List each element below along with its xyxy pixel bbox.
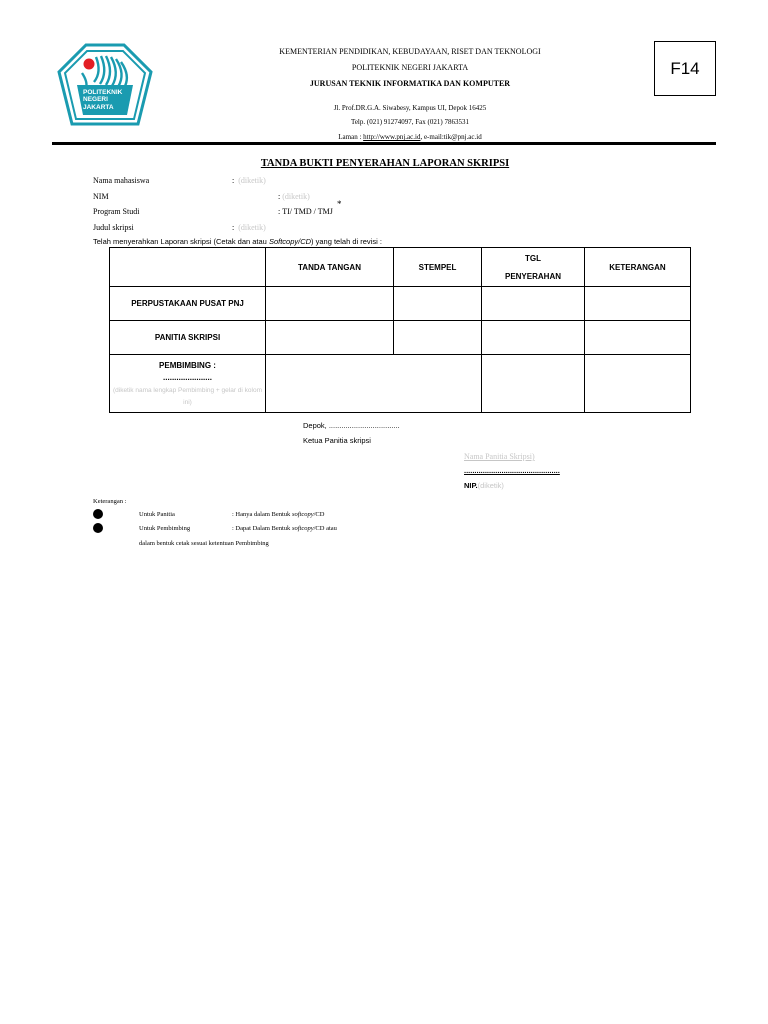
note-text-part: : Hanya dalam Bentuk (232, 511, 292, 518)
header-tgl: TGL (525, 253, 541, 263)
institution-name: POLITEKNIK NEGERI JAKARTA (351, 63, 469, 72)
header-penyerahan: PENYERAHAN (504, 271, 561, 281)
note-text (232, 511, 324, 518)
nip-line (464, 481, 504, 490)
department-name: JURUSAN TEKNIK INFORMATIKA DAN KOMPUTER (309, 79, 511, 88)
signer-name-hint: Nama Panitia Skripsi) (464, 452, 535, 461)
field-placeholder: (diketik) (238, 223, 266, 232)
signature-cell[interactable] (266, 321, 394, 355)
table-row (110, 321, 691, 355)
field-placeholder: (diketik) (238, 176, 266, 185)
field-label-nim: NIM (93, 192, 109, 201)
remarks-cell[interactable] (585, 355, 691, 413)
field-value-program-studi[interactable] (278, 207, 333, 216)
pembimbing-hint: (diketik nama lengkap Pembimbing + gelar di kolom ini) (112, 387, 263, 406)
row-label-pembimbing (110, 355, 266, 413)
table-row (110, 287, 691, 321)
logo-text-line3: JAKARTA (83, 103, 114, 111)
signer-role: Ketua Panitia skripsi (303, 436, 371, 445)
field-colon: : (278, 207, 281, 216)
bullet-icon (93, 523, 103, 533)
note-label: Untuk Panitia (139, 511, 175, 518)
notes-heading: Keterangan : (93, 498, 127, 505)
form-code-box: F14 (654, 41, 716, 96)
note-text-part: /CD atau (313, 525, 337, 532)
field-colon: : (278, 192, 281, 201)
pembimbing-dots: ...................... (163, 373, 212, 382)
field-value-nim[interactable] (278, 192, 310, 201)
pembimbing-label: PEMBIMBING : (159, 361, 216, 370)
field-colon: : (232, 176, 235, 185)
signer-dots: .............................................. (464, 466, 560, 475)
note-label: Untuk Pembimbing (139, 525, 191, 532)
header-divider (52, 142, 716, 145)
header-keterangan: KETERANGAN (585, 248, 691, 287)
header-tanda-tangan: TANDA TANGAN (266, 248, 394, 287)
footnote-mark: * (337, 199, 342, 209)
web-prefix: Laman : (338, 133, 364, 141)
note-text-part: : Dapat Dalam Bentuk (232, 525, 292, 532)
form-title: TANDA BUKTI PENYERAHAN LAPORAN SKRIPSI (260, 158, 510, 169)
row-label-panitia: PANITIA SKRIPSI (110, 321, 266, 355)
note-text (232, 525, 337, 532)
note-continuation: dalam bentuk cetak sesuai ketentuan Pembimbing (139, 540, 269, 547)
stamp-cell[interactable] (394, 287, 482, 321)
note-text-italic: softcopy (291, 511, 314, 518)
ministry-name: KEMENTERIAN PENDIDIKAN, KEBUDAYAAN, RISET DAN TEKNOLOGI (279, 47, 541, 56)
submission-statement (93, 237, 382, 246)
field-label-program-studi: Program Studi (93, 207, 140, 216)
field-label-judul: Judul skripsi (93, 223, 134, 232)
header-stempel: STEMPEL (394, 248, 482, 287)
contact-line (200, 133, 620, 141)
date-cell[interactable] (482, 321, 585, 355)
place-date: Depok, .................................. (303, 421, 400, 430)
nip-hint: (diketik) (477, 481, 504, 490)
remarks-cell[interactable] (585, 321, 691, 355)
stamp-cell[interactable] (394, 321, 482, 355)
table-row (110, 355, 691, 413)
pnj-logo (56, 42, 154, 130)
statement-part: Telah menyerahkan Laporan skripsi (Cetak dan atau (93, 237, 269, 246)
nip-label: NIP. (464, 481, 478, 490)
email-link[interactable]: tik@pnj.ac.id (443, 133, 482, 141)
note-text-italic: softcopy (291, 525, 314, 532)
field-label-nama: Nama mahasiswa (93, 176, 150, 185)
row-label-perpustakaan: PERPUSTAKAAN PUSAT PNJ (110, 287, 266, 321)
web-link[interactable]: http://www.pnj.ac.id (363, 133, 421, 141)
address: Jl. Prof.DR.G.A. Siwabesy, Kampus UI, Depok 16425 (333, 104, 487, 112)
phone-fax: Telp. (021) 91274097, Fax (021) 7863531 (351, 118, 469, 126)
header-empty-cell (110, 248, 266, 287)
signature-cell[interactable] (266, 287, 394, 321)
field-colon: : (232, 223, 235, 232)
pnj-logo-emblem (56, 42, 154, 130)
submission-table (109, 247, 691, 413)
remarks-cell[interactable] (585, 287, 691, 321)
program-options: TI/ TMD / TMJ (282, 207, 333, 216)
field-value-nama[interactable] (232, 176, 266, 185)
signature-stamp-cell[interactable] (266, 355, 482, 413)
logo-text-line2: NEGERI (83, 96, 108, 104)
bullet-icon (93, 509, 103, 519)
table-header-row (110, 248, 691, 287)
email-prefix: , e-mail: (420, 133, 444, 141)
statement-part: ) yang telah di revisi : (311, 237, 382, 246)
date-cell[interactable] (482, 287, 585, 321)
field-placeholder: (diketik) (282, 192, 310, 201)
statement-softcopy: Softcopy/CD (268, 237, 312, 246)
note-text-part: /CD (313, 511, 325, 518)
field-value-judul[interactable] (232, 223, 266, 232)
logo-text-line1: POLITEKNIK (83, 89, 123, 96)
date-cell[interactable] (482, 355, 585, 413)
header-tgl-penyerahan (482, 248, 585, 287)
